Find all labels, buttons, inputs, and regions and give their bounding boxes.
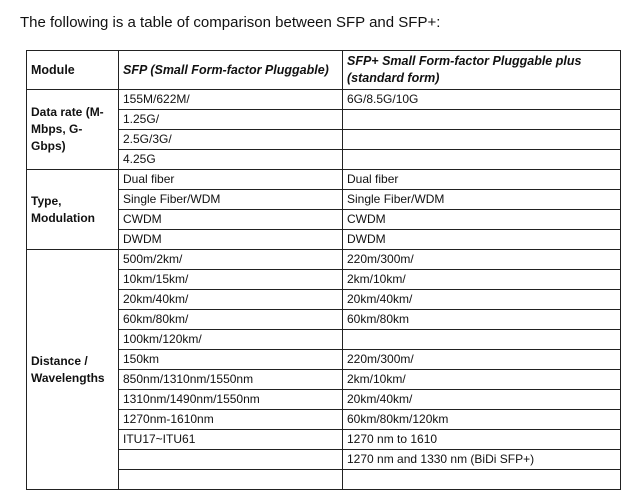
sfp-plus-cell <box>343 470 621 490</box>
header-sfp-plus: SFP+ Small Form-factor Pluggable plus (standard form) <box>343 51 621 90</box>
sfp-plus-cell: 60km/80km <box>343 310 621 330</box>
table-row <box>27 170 621 190</box>
sfp-cell: 100km/120km/ <box>119 330 343 350</box>
sfp-cell: Dual fiber <box>119 170 343 190</box>
sfp-plus-cell: Single Fiber/WDM <box>343 190 621 210</box>
sfp-plus-cell: 20km/40km/ <box>343 290 621 310</box>
sfp-cell: 1310nm/1490nm/1550nm <box>119 390 343 410</box>
sfp-cell: CWDM <box>119 210 343 230</box>
sfp-plus-cell: 2km/10km/ <box>343 370 621 390</box>
sfp-cell: 850nm/1310nm/1550nm <box>119 370 343 390</box>
table-row <box>27 90 621 110</box>
sfp-plus-cell: 220m/300m/ <box>343 350 621 370</box>
sfp-cell: 2.5G/3G/ <box>119 130 343 150</box>
sfp-cell: 60km/80km/ <box>119 310 343 330</box>
sfp-cell <box>119 470 343 490</box>
table-row <box>27 250 621 270</box>
sfp-plus-cell: 2km/10km/ <box>343 270 621 290</box>
header-row <box>27 51 621 90</box>
sfp-cell: 20km/40km/ <box>119 290 343 310</box>
intro-text: The following is a table of comparison between SFP and SFP+: <box>20 14 441 31</box>
sfp-cell: DWDM <box>119 230 343 250</box>
sfp-plus-cell: 6G/8.5G/10G <box>343 90 621 110</box>
sfp-plus-cell <box>343 150 621 170</box>
sfp-cell: Single Fiber/WDM <box>119 190 343 210</box>
row-label-data-rate: Data rate (M-Mbps, G-Gbps) <box>27 90 119 170</box>
sfp-cell <box>119 450 343 470</box>
sfp-cell: 155M/622M/ <box>119 90 343 110</box>
sfp-cell: 1270nm-1610nm <box>119 410 343 430</box>
sfp-plus-cell <box>343 330 621 350</box>
sfp-cell: 4.25G <box>119 150 343 170</box>
sfp-plus-cell: 60km/80km/120km <box>343 410 621 430</box>
sfp-cell: 150km <box>119 350 343 370</box>
comparison-table <box>26 50 621 490</box>
header-sfp: SFP (Small Form-factor Pluggable) <box>119 51 343 90</box>
sfp-plus-cell: CWDM <box>343 210 621 230</box>
sfp-plus-cell: 20km/40km/ <box>343 390 621 410</box>
row-label-type: Type, Modulation <box>27 170 119 250</box>
sfp-cell: ITU17~ITU61 <box>119 430 343 450</box>
header-module: Module <box>27 51 119 90</box>
sfp-plus-cell: DWDM <box>343 230 621 250</box>
sfp-plus-cell: Dual fiber <box>343 170 621 190</box>
sfp-plus-cell: 1270 nm to 1610 <box>343 430 621 450</box>
sfp-cell: 1.25G/ <box>119 110 343 130</box>
row-label-distance: Distance / Wavelengths <box>27 250 119 490</box>
sfp-plus-cell: 1270 nm and 1330 nm (BiDi SFP+) <box>343 450 621 470</box>
sfp-cell: 500m/2km/ <box>119 250 343 270</box>
table-body <box>27 90 621 490</box>
sfp-cell: 10km/15km/ <box>119 270 343 290</box>
sfp-plus-cell <box>343 130 621 150</box>
sfp-plus-cell <box>343 110 621 130</box>
sfp-plus-cell: 220m/300m/ <box>343 250 621 270</box>
